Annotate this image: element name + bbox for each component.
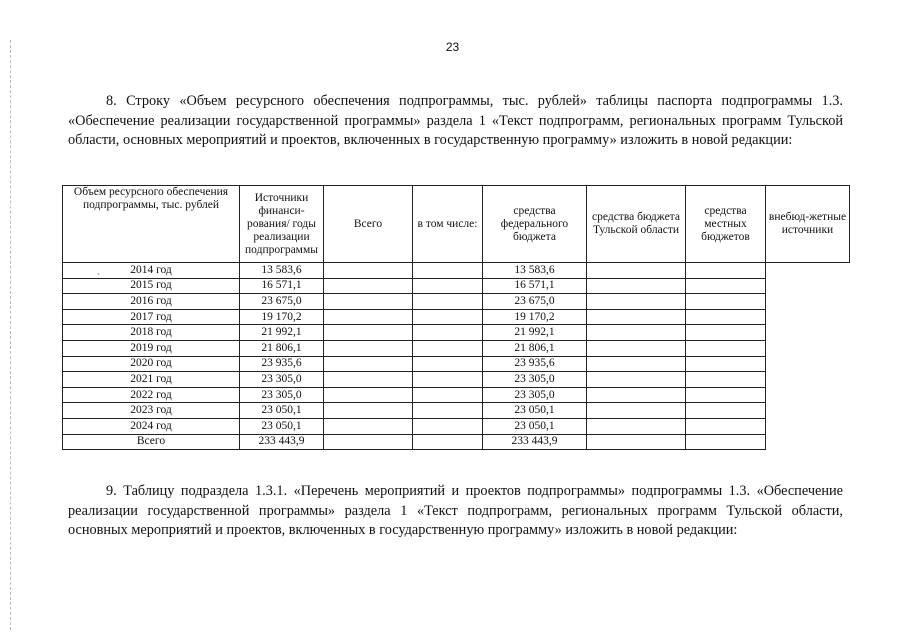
table-row [63,340,850,356]
including-cell [324,356,413,372]
including-cell [324,325,413,341]
header-total: Всего [324,186,413,263]
table-row [63,278,850,294]
federal-cell [413,356,483,372]
regional-cell: 13 583,6 [483,263,587,279]
table-row [63,434,850,450]
local-cell [587,418,686,434]
local-cell [587,309,686,325]
regional-cell: 21 806,1 [483,340,587,356]
offbudget-cell [686,387,766,403]
regional-cell: 233 443,9 [483,434,587,450]
total-cell: 23 305,0 [240,372,324,388]
local-cell [587,403,686,419]
offbudget-cell [686,278,766,294]
table-row [63,309,850,325]
total-cell: 23 050,1 [240,418,324,434]
table-row [63,356,850,372]
offbudget-cell [686,356,766,372]
total-cell: 23 935,6 [240,356,324,372]
table-header-row [63,186,850,263]
including-cell [324,403,413,419]
table-body [63,263,850,450]
offbudget-cell [686,325,766,341]
federal-cell [413,418,483,434]
total-cell: 21 992,1 [240,325,324,341]
regional-cell: 23 305,0 [483,372,587,388]
local-cell [587,434,686,450]
including-cell [324,309,413,325]
federal-cell [413,278,483,294]
binding-margin-line [10,40,11,630]
federal-cell [413,372,483,388]
year-cell: 2020 год [63,356,240,372]
local-cell [587,325,686,341]
regional-cell: 16 571,1 [483,278,587,294]
offbudget-cell [686,403,766,419]
regional-cell: 23 675,0 [483,294,587,310]
including-cell [324,263,413,279]
year-cell: 2023 год [63,403,240,419]
local-cell [587,340,686,356]
local-cell [587,263,686,279]
including-cell [324,340,413,356]
paragraph-9: 9. Таблицу подраздела 1.3.1. «Перечень мероприятий и проектов подпрограммы» подпрограммы 1.3. «Обеспечение реализации государственной программы» раздела 1 «Текст подпрограмм, региональных программ Тульской области, основных мероприятий и проектов, включенных в государственную программу» изложить в новой редакции: [68,483,843,538]
table-row [63,418,850,434]
table-row [63,325,850,341]
year-cell: 2017 год [63,309,240,325]
table-row [63,294,850,310]
year-cell: 2024 год [63,418,240,434]
total-cell: 19 170,2 [240,309,324,325]
regional-cell: 23 050,1 [483,418,587,434]
header-regional: средства бюджета Тульской области [587,186,686,263]
year-cell: Всего [63,434,240,450]
offbudget-cell [686,309,766,325]
federal-cell [413,403,483,419]
year-cell: 2021 год [63,372,240,388]
year-cell: 2016 год [63,294,240,310]
total-cell: 16 571,1 [240,278,324,294]
total-cell: 13 583,6 [240,263,324,279]
header-offbudget: внебюд-жетные источники [766,186,850,263]
year-cell: 2018 год [63,325,240,341]
total-cell: 233 443,9 [240,434,324,450]
total-cell: 23 305,0 [240,387,324,403]
table-row [63,372,850,388]
regional-cell: 21 992,1 [483,325,587,341]
total-cell: 21 806,1 [240,340,324,356]
offbudget-cell [686,294,766,310]
offbudget-cell [686,372,766,388]
offbudget-cell [686,418,766,434]
federal-cell [413,387,483,403]
total-cell: 23 050,1 [240,403,324,419]
header-local: средства местных бюджетов [686,186,766,263]
local-cell [587,356,686,372]
federal-cell [413,325,483,341]
federal-cell [413,263,483,279]
including-cell [324,434,413,450]
paragraph-8: 8. Строку «Объем ресурсного обеспечения подпрограммы, тыс. рублей» таблицы паспорта подпрограммы 1.3. «Обеспечение реализации государственной программы» раздела 1 «Текст подпрограмм, региональных программ Тульской области, основных мероприятий и проектов, включенных в государственную программу» изложить в новой редакции: [68,93,843,148]
stray-mark: ˏ [97,265,100,275]
regional-cell: 19 170,2 [483,309,587,325]
total-cell: 23 675,0 [240,294,324,310]
including-cell [324,387,413,403]
year-cell: 2022 год [63,387,240,403]
local-cell [587,387,686,403]
local-cell [587,294,686,310]
header-resource: Объем ресурсного обеспечения подпрограммы, тыс. рублей [63,186,240,263]
regional-cell: 23 305,0 [483,387,587,403]
including-cell [324,372,413,388]
regional-cell: 23 935,6 [483,356,587,372]
federal-cell [413,434,483,450]
header-sources: Источники финанси-рования/ годы реализации подпрограммы [240,186,324,263]
header-federal: средства федерального бюджета [483,186,587,263]
offbudget-cell [686,340,766,356]
offbudget-cell [686,263,766,279]
header-including: в том числе: [413,186,483,263]
table-row [63,387,850,403]
regional-cell: 23 050,1 [483,403,587,419]
local-cell [587,278,686,294]
year-cell: 2015 год [63,278,240,294]
table-row [63,403,850,419]
including-cell [324,294,413,310]
resource-table [62,185,850,450]
federal-cell [413,340,483,356]
federal-cell [413,294,483,310]
year-cell: 2014 год [63,263,240,279]
federal-cell [413,309,483,325]
including-cell [324,278,413,294]
offbudget-cell [686,434,766,450]
including-cell [324,418,413,434]
table-row [63,263,850,279]
page-number: 23 [445,40,460,54]
local-cell [587,372,686,388]
year-cell: 2019 год [63,340,240,356]
